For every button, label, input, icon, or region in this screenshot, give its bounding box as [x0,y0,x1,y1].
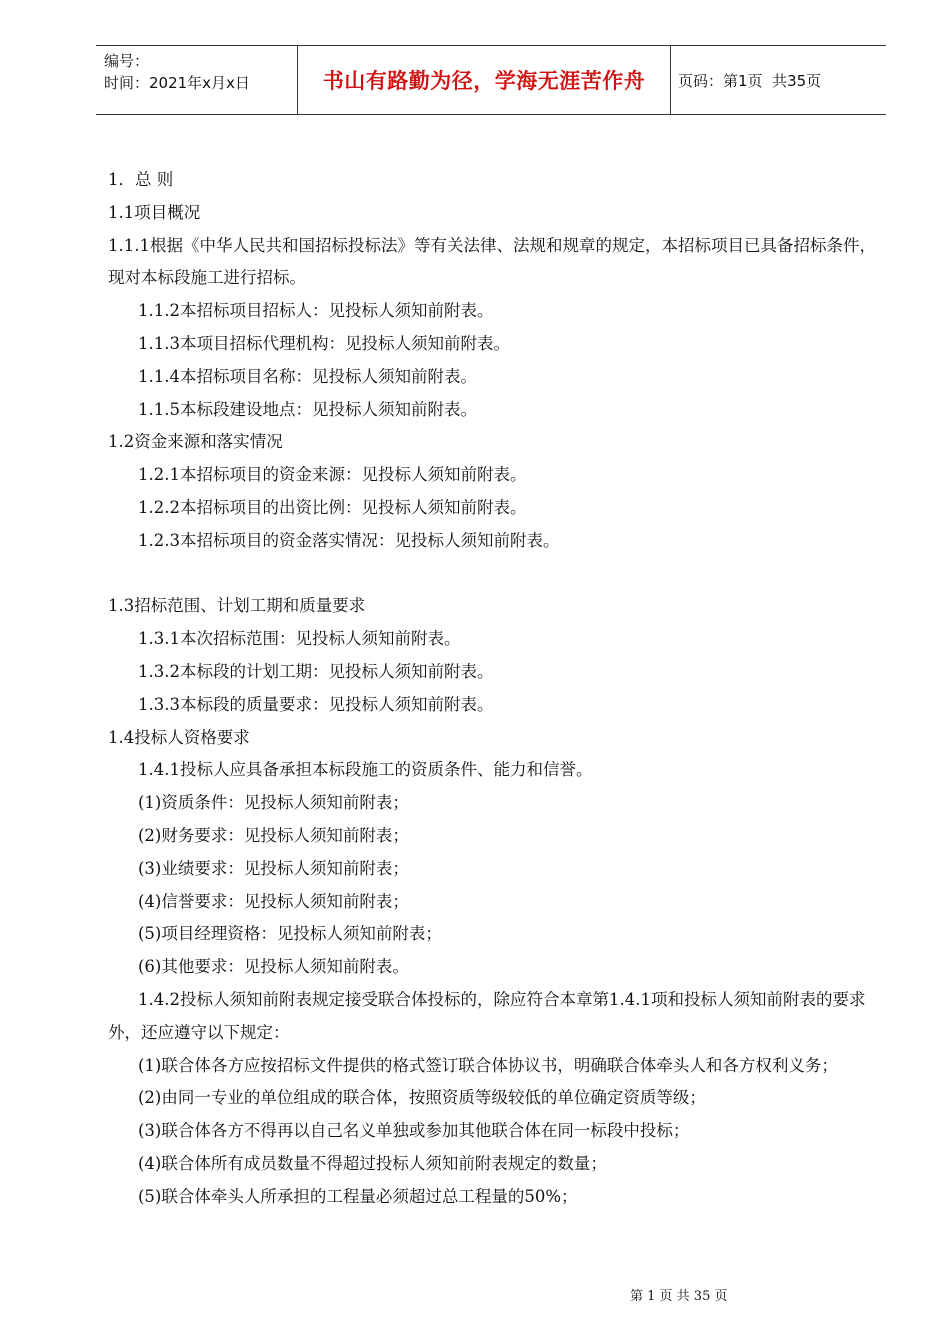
subsection-heading: 1.2资金来源和落实情况 [108,432,283,452]
list-item: (5)联合体牵头人所承担的工程量必须超过总工程量的50%； [138,1186,578,1206]
subsection-heading: 1.1项目概况 [108,202,201,222]
document-body [108,164,878,1214]
page-footer: 第 1 页 共 35 页 [630,1289,728,1304]
list-item: (6)其他要求：见投标人须知前附表。 [138,957,409,977]
number-label: 编号： [104,52,150,70]
time-label: 时间：2021年x月x日 [104,74,250,92]
paragraph: 1.1.1根据《中华人民共和国招标投标法》等有关法律、法规和规章的规定，本招标项目已具备招标条件，现对本标段施工进行招标。 [108,235,876,288]
blank-line [108,558,878,591]
header-meta [104,50,300,94]
list-item: (1)资质条件：见投标人须知前附表； [138,793,409,813]
subsection-heading: 1.3招标范围、计划工期和质量要求 [108,596,366,616]
paragraph: 1.2.3本招标项目的资金落实情况：见投标人须知前附表。 [138,530,560,550]
header-divider [670,46,671,114]
paragraph: 1.1.5本标段建设地点：见投标人须知前附表。 [138,399,477,419]
list-item: (4)联合体所有成员数量不得超过投标人须知前附表规定的数量； [138,1153,607,1173]
paragraph: 1.1.2本招标项目招标人：见投标人须知前附表。 [138,301,494,321]
list-item: (2)财务要求：见投标人须知前附表； [138,825,409,845]
list-item: (2)由同一专业的单位组成的联合体，按照资质等级较低的单位确定资质等级； [138,1088,706,1108]
list-item: (1)联合体各方应按招标文件提供的格式签订联合体协议书，明确联合体牵头人和各方权利义务； [138,1055,838,1075]
list-item: (3)联合体各方不得再以自己名义单独或参加其他联合体在同一标段中投标； [138,1121,690,1141]
header-motto: 书山有路勤为径，学海无涯苦作舟 [322,69,646,93]
paragraph: 1.3.2本标段的计划工期：见投标人须知前附表。 [138,661,494,681]
paragraph: 1.4.1投标人应具备承担本标段施工的资质条件、能力和信誉。 [138,760,593,780]
paragraph: 1.1.4本招标项目名称：见投标人须知前附表。 [138,366,477,386]
list-item: (5)项目经理资格：见投标人须知前附表； [138,924,442,944]
header-page-info: 页码：第1页 共35页 [678,71,822,90]
paragraph: 1.2.2本招标项目的出资比例：见投标人须知前附表。 [138,497,527,517]
list-item: (3)业绩要求：见投标人须知前附表； [138,858,409,878]
paragraph: 1.3.1本次招标范围：见投标人须知前附表。 [138,629,461,649]
list-item: (4)信誉要求：见投标人须知前附表； [138,891,409,911]
paragraph: 1.4.2投标人须知前附表规定接受联合体投标的，除应符合本章第1.4.1项和投标人须知前附表的要求外，还应遵守以下规定： [108,989,866,1042]
document-header [96,45,886,115]
paragraph: 1.1.3本项目招标代理机构：见投标人须知前附表。 [138,333,510,353]
section-heading: 1．总 则 [108,170,174,189]
paragraph: 1.2.1本招标项目的资金来源：见投标人须知前附表。 [138,465,527,485]
paragraph: 1.3.3本标段的质量要求：见投标人须知前附表。 [138,694,494,714]
subsection-heading: 1.4投标人资格要求 [108,727,250,747]
